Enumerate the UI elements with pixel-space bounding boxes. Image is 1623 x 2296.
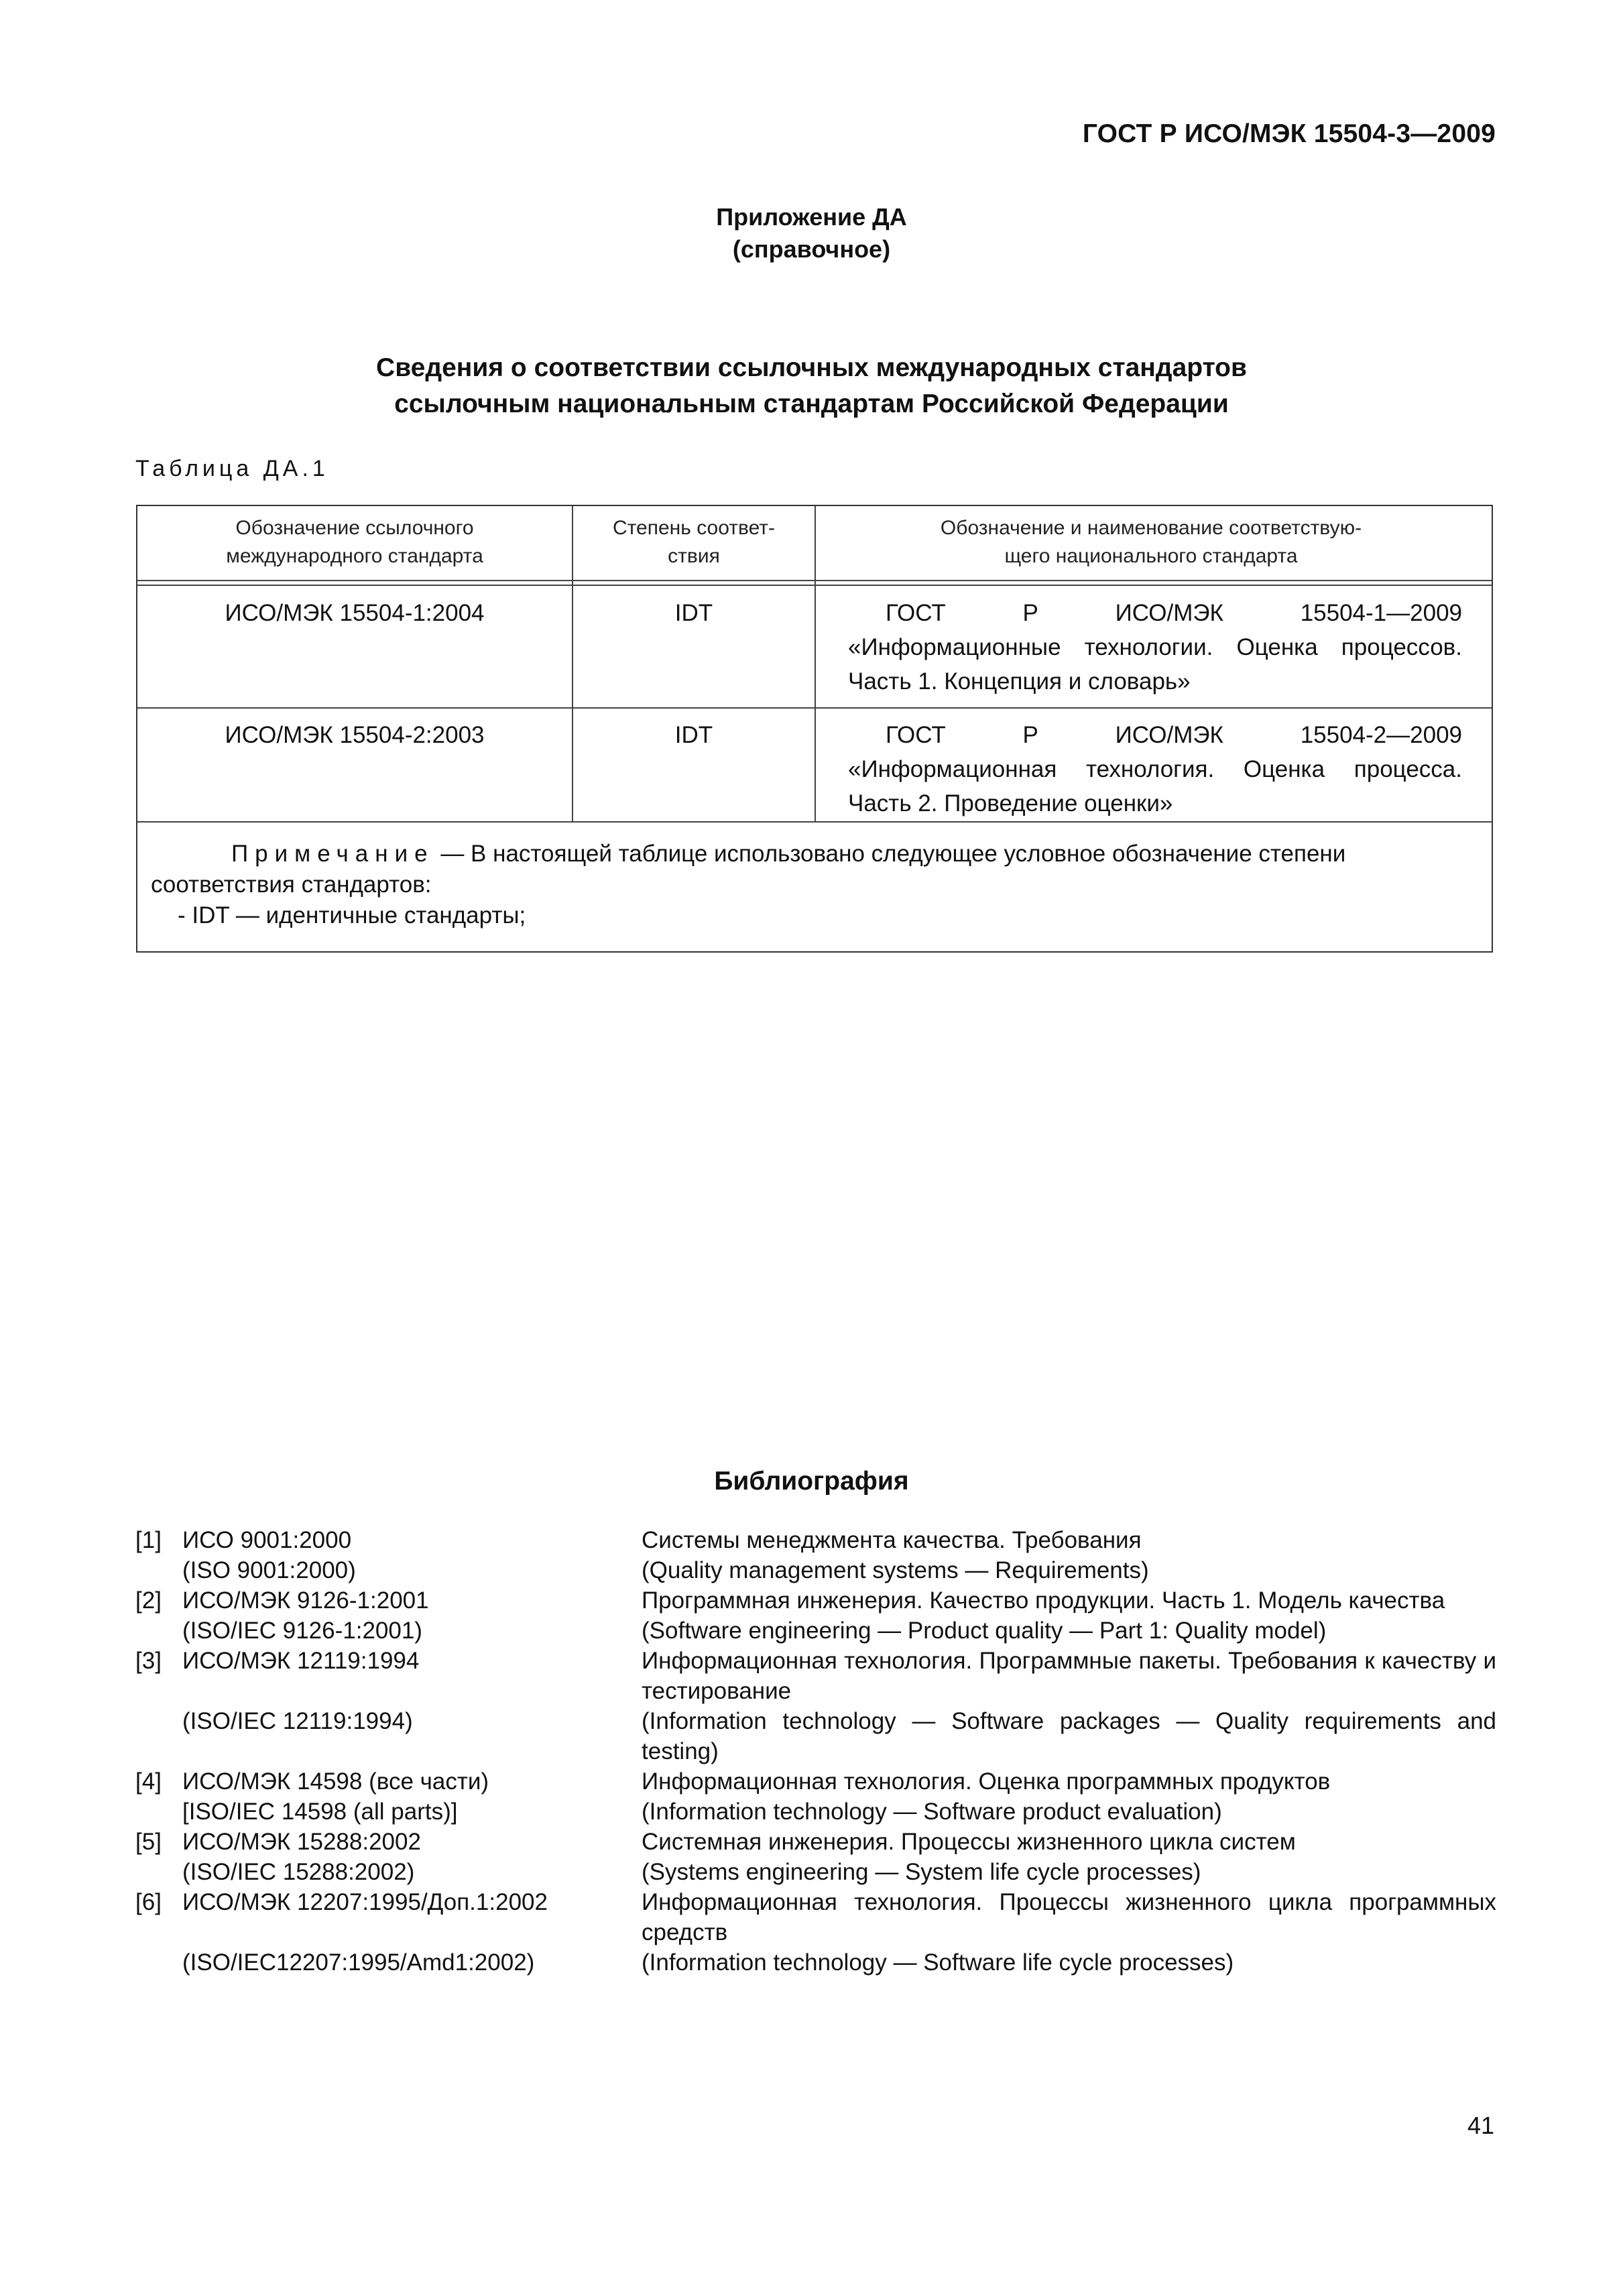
bibliography-entry-en: [135, 1797, 1496, 1827]
bibliography-entry: [135, 1766, 1496, 1797]
entry-number: [2]: [135, 1587, 162, 1614]
header-divider: [137, 580, 1492, 581]
entry-title-en: (Software engineering — Product quality — Part 1: Quality model): [642, 1618, 1327, 1644]
entry-code-ru: ИСО/МЭК 12119:1994: [182, 1648, 420, 1674]
entry-number: [5]: [135, 1829, 162, 1855]
bibliography-entry: [135, 1646, 1496, 1706]
header-divider: [137, 585, 1492, 586]
entry-code-ru: ИСО/МЭК 14598 (все части): [182, 1768, 489, 1795]
entry-number: [4]: [135, 1768, 162, 1795]
entry-code-en: (ISO/IEC12207:1995/Amd1:2002): [182, 1949, 535, 1976]
bibliography-list: [135, 1525, 1496, 1978]
bibliography-entry-en: [135, 1616, 1496, 1646]
entry-number: [3]: [135, 1648, 162, 1674]
entry-title-ru: Системная инженерия. Процессы жизненного цикла систем: [642, 1829, 1296, 1855]
bibliography-entry: [135, 1887, 1496, 1947]
entry-code-en: (ISO/IEC 15288:2002): [182, 1859, 415, 1885]
entry-title-en: (Systems engineering — System life cycle processes): [642, 1859, 1201, 1885]
table-cell-national: ГОСТ Р ИСО/МЭК 15504-1—2009 «Информационные технологии. Оценка процессов. Часть 1. Концепция и словарь»: [848, 600, 1462, 694]
entry-code-en: (ISO 9001:2000): [182, 1557, 356, 1583]
note-text: — В настоящей таблице использовано следующее условное обозначение степени соответствия стандартов:: [151, 841, 1346, 898]
entry-number: [6]: [135, 1889, 162, 1915]
entry-title-en: (Information technology — Software packages — Quality requirements and testing): [642, 1708, 1496, 1764]
note-label: Примечание: [231, 841, 434, 867]
appendix-heading: [0, 201, 1623, 265]
bibliography-entry-en: [135, 1706, 1496, 1766]
table-cell-reference: ИСО/МЭК 15504-1:2004: [225, 600, 485, 626]
appendix-type: (справочное): [732, 235, 891, 263]
note-item: - IDT — идентичные стандарты;: [178, 902, 526, 928]
table-header-national: Обозначение и наименование соответствую- щего национального стандарта: [940, 517, 1362, 567]
bibliography-entry-en: [135, 1857, 1496, 1887]
appendix-title-line1: Сведения о соответствии ссылочных международных стандартов: [376, 353, 1247, 382]
bibliography-entry-en: [135, 1947, 1496, 1978]
entry-code-ru: ИСО/МЭК 15288:2002: [182, 1829, 421, 1855]
entry-title-ru: Программная инженерия. Качество продукции. Часть 1. Модель качества: [642, 1587, 1445, 1614]
entry-title-ru: Системы менеджмента качества. Требования: [642, 1527, 1142, 1553]
table-label: Таблица ДА.1: [135, 456, 329, 481]
correspondence-table: [136, 505, 1493, 953]
appendix-label: Приложение ДА: [716, 203, 907, 231]
entry-code-en: (ISO/IEC 9126-1:2001): [182, 1618, 422, 1644]
page-number: 41: [1467, 2112, 1494, 2139]
table-cell-degree: IDT: [674, 600, 713, 626]
row-divider: [137, 707, 1492, 709]
table-cell-degree: IDT: [674, 722, 713, 748]
entry-title-en: (Information technology — Software life cycle processes): [642, 1949, 1234, 1976]
bibliography-title: Библиография: [714, 1467, 909, 1496]
entry-code-en: [ISO/IEC 14598 (all parts)]: [182, 1799, 458, 1825]
appendix-title-line2: ссылочным национальным стандартам Российской Федерации: [394, 389, 1229, 418]
entry-number: [1]: [135, 1527, 162, 1553]
table-header-degree: Степень соответ- ствия: [612, 517, 776, 567]
entry-code-ru: ИСО 9001:2000: [182, 1527, 352, 1553]
entry-code-ru: ИСО/МЭК 9126-1:2001: [182, 1587, 429, 1614]
entry-title-ru: Информационная технология. Процессы жизненного цикла программных средств: [642, 1889, 1496, 1945]
row-divider: [137, 821, 1492, 823]
entry-title-en: (Information technology — Software product evaluation): [642, 1799, 1222, 1825]
entry-title-en: (Quality management systems — Requirements): [642, 1557, 1149, 1583]
bibliography-entry: [135, 1827, 1496, 1857]
bibliography-entry: [135, 1525, 1496, 1555]
appendix-title: [0, 350, 1623, 422]
entry-title-ru: Информационная технология. Оценка программных продуктов: [642, 1768, 1331, 1795]
table-header-reference: Обозначение ссылочного международного стандарта: [226, 517, 483, 567]
table-cell-reference: ИСО/МЭК 15504-2:2003: [225, 722, 485, 748]
document-code-header: ГОСТ Р ИСО/МЭК 15504-3—2009: [1082, 119, 1496, 148]
table-note: [151, 839, 1478, 931]
entry-title-ru: Информационная технология. Программные пакеты. Требования к качеству и тестирование: [642, 1648, 1496, 1704]
bibliography-entry: [135, 1585, 1496, 1616]
entry-code-ru: ИСО/МЭК 12207:1995/Доп.1:2002: [182, 1889, 548, 1915]
bibliography-entry-en: [135, 1555, 1496, 1585]
table-cell-national: ГОСТ Р ИСО/МЭК 15504-2—2009 «Информационная технология. Оценка процесса. Часть 2. Проведение оценки»: [848, 722, 1462, 817]
entry-code-en: (ISO/IEC 12119:1994): [182, 1708, 413, 1734]
